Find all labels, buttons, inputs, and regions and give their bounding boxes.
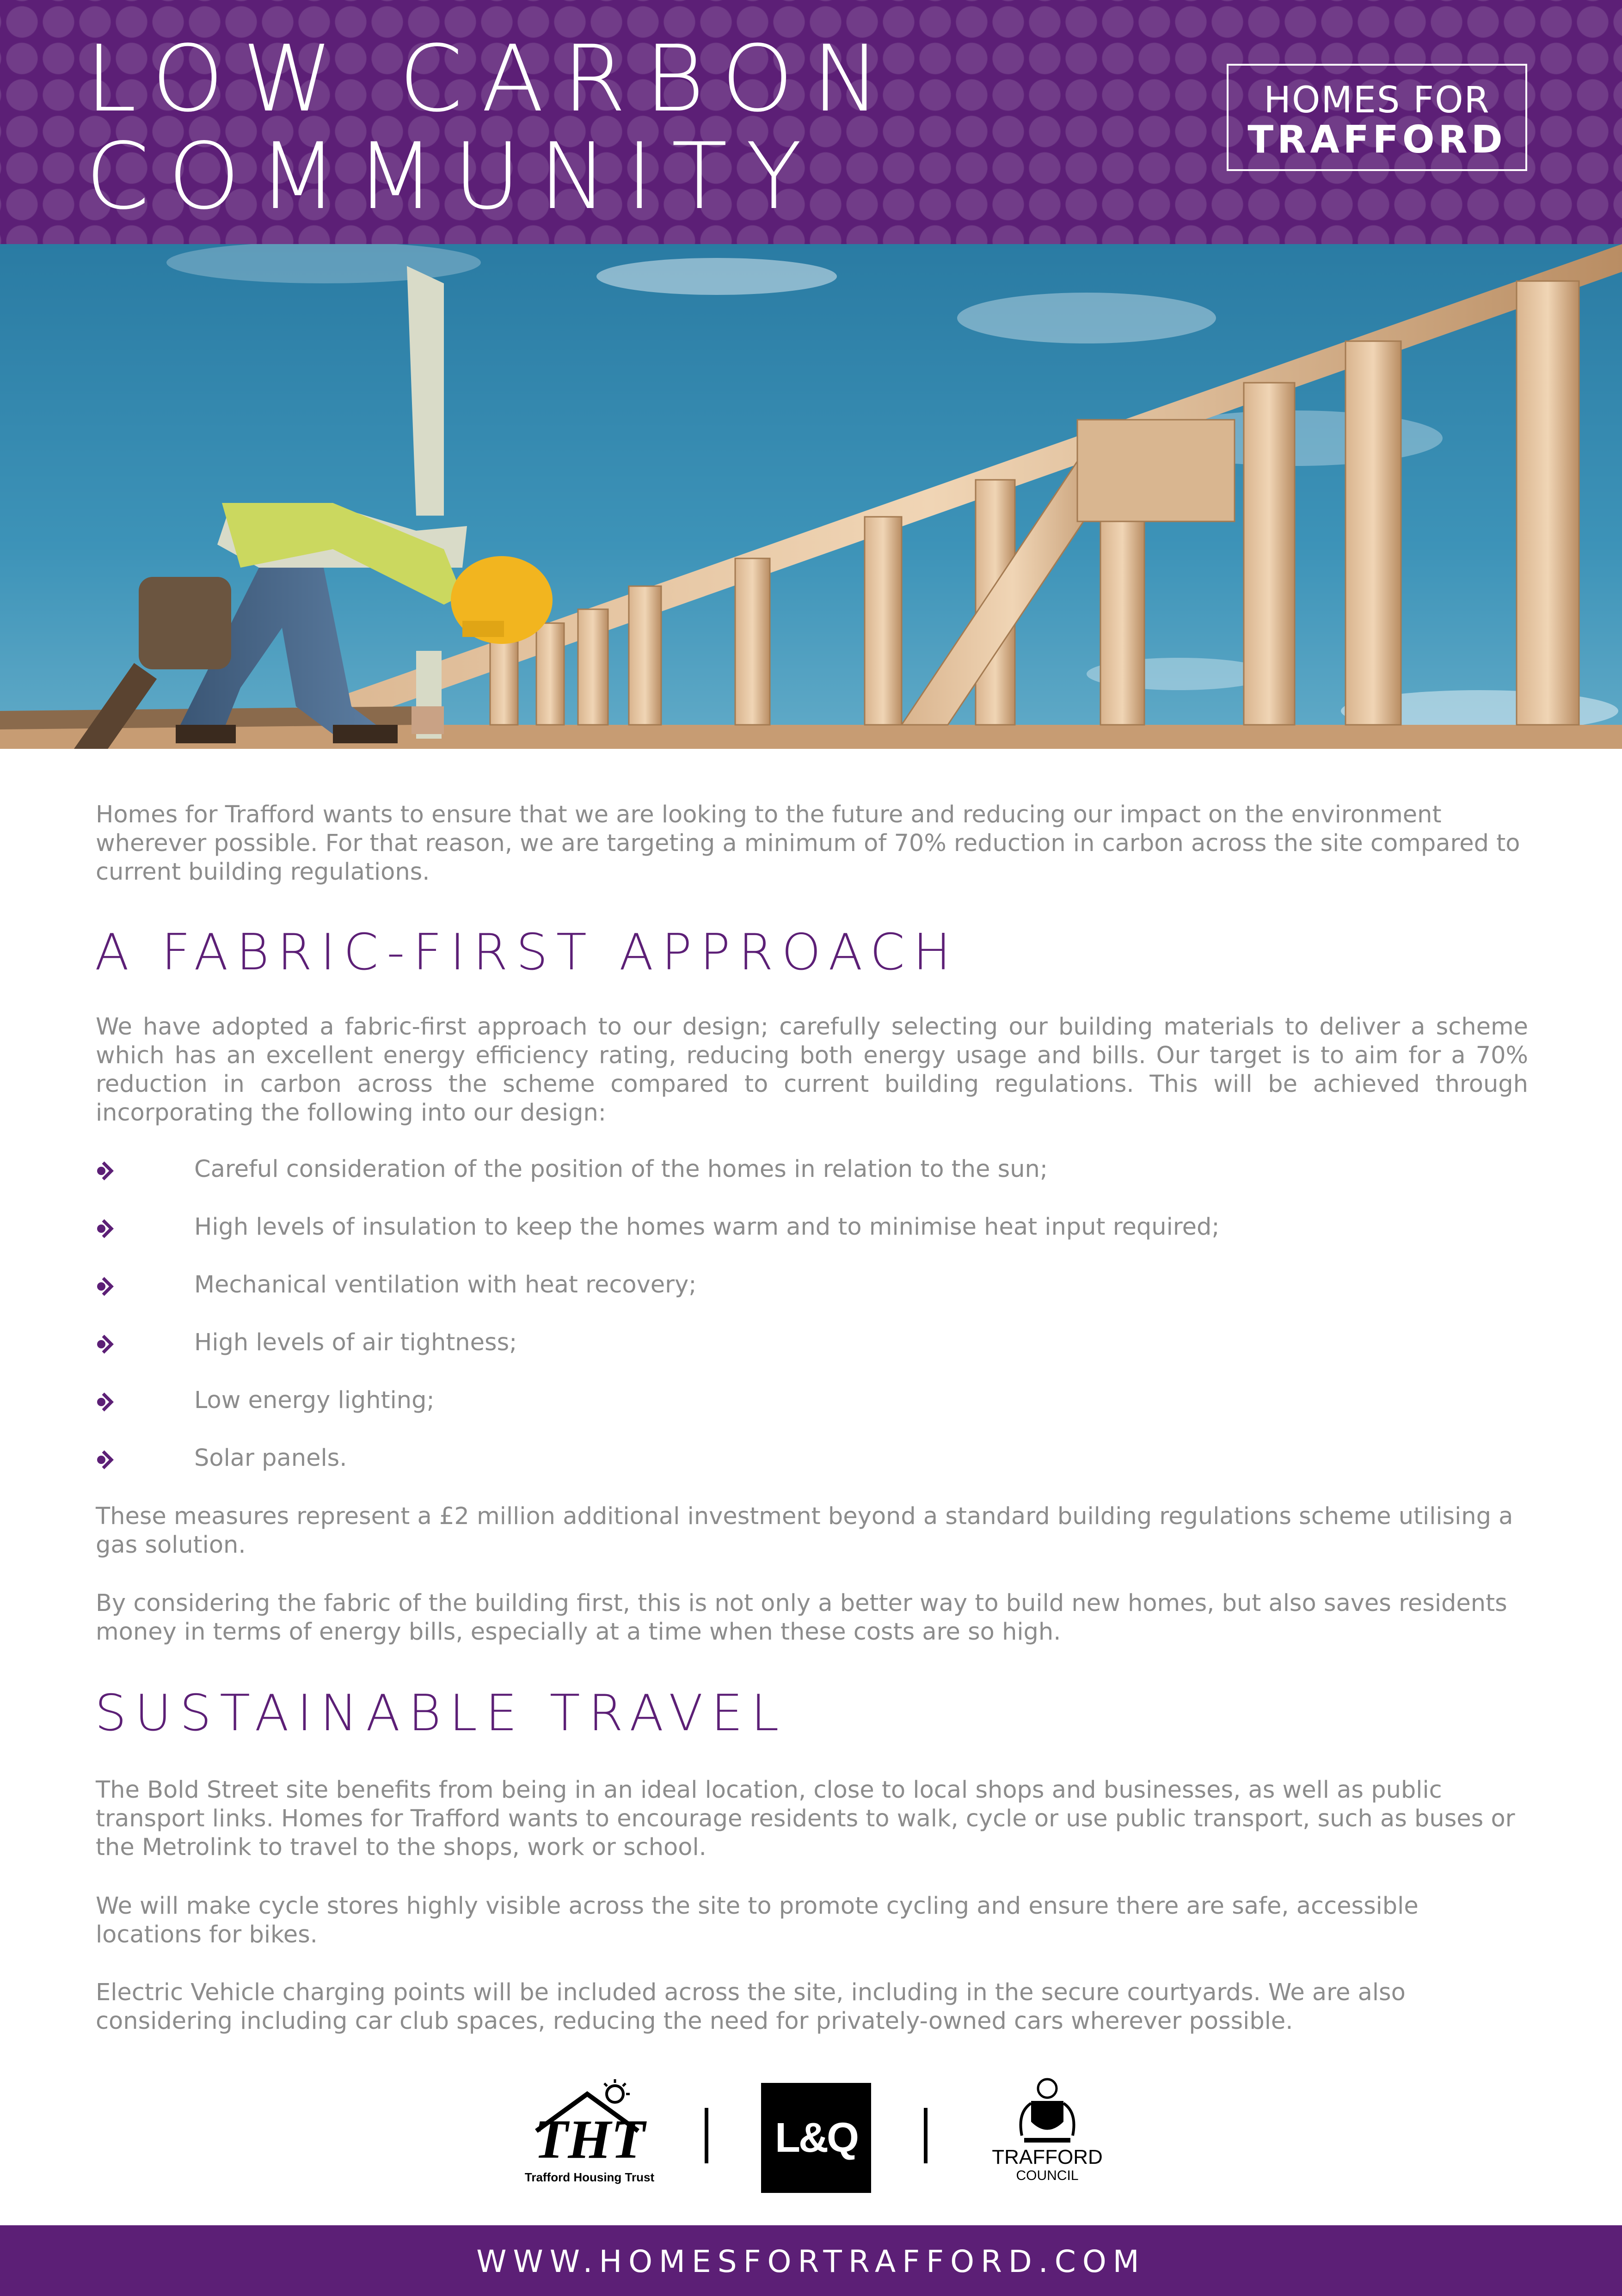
- list-item: [95, 1386, 1436, 1419]
- trafford-council-logo: [980, 2076, 1114, 2196]
- lq-logo: L&Q: [761, 2083, 871, 2193]
- list-item-text: Solar panels.: [194, 1445, 347, 1472]
- tht-caption: Trafford Housing Trust: [524, 2170, 655, 2184]
- brand-line-1: HOMES FOR: [1264, 80, 1490, 121]
- website-link[interactable]: WWW.HOMESFORTRAFFORD.COM: [476, 2244, 1146, 2279]
- list-item-text: Careful consideration of the position of the homes in relation to the sun;: [194, 1156, 1048, 1183]
- intro-paragraph: Homes for Trafford wants to ensure that we are looking to the future and reducing our impact on the environment wherever possible. For that reason, we are targeting a minimum of 70% reduction in carbon across the site compared to current building regulations.: [96, 801, 1520, 886]
- list-item: [95, 1444, 1436, 1476]
- svg-text:THT: THT: [534, 2108, 645, 2168]
- house-sun-icon: [522, 2076, 657, 2168]
- arrow-bullet-icon: [95, 1159, 119, 1183]
- list-item: [95, 1155, 1436, 1188]
- hero-photo-construction-worker: [0, 244, 1622, 749]
- homes-for-trafford-logo: [1227, 64, 1527, 171]
- construction-photo-illustration: [0, 244, 1622, 749]
- heading-sustainable-travel: SUSTAINABLE TRAVEL: [95, 1684, 787, 1742]
- list-item-text: High levels of insulation to keep the homes warm and to minimise heat input required;: [194, 1213, 1220, 1241]
- council-name: TRAFFORD: [992, 2146, 1103, 2168]
- header-banner: [0, 0, 1622, 244]
- arrow-bullet-icon: [95, 1390, 119, 1414]
- partner-logos: [0, 2076, 1622, 2196]
- arrow-bullet-icon: [95, 1332, 119, 1356]
- arrow-bullet-icon: [95, 1274, 119, 1298]
- brand-line-2: TRAFFORD: [1247, 118, 1506, 162]
- logo-divider: [924, 2108, 928, 2163]
- arrow-bullet-icon: [95, 1217, 119, 1241]
- heading-fabric-first: A FABRIC-FIRST APPROACH: [95, 924, 959, 981]
- list-item: [95, 1329, 1436, 1361]
- trafford-housing-trust-logo: [522, 2076, 657, 2196]
- logo-divider: [705, 2108, 708, 2163]
- list-item-text: Mechanical ventilation with heat recovery;: [194, 1271, 697, 1298]
- coat-of-arms-icon: [980, 2076, 1114, 2145]
- page-title-line-2: COMMUNITY: [86, 123, 821, 230]
- travel-paragraph-ev: Electric Vehicle charging points will be included across the site, including in the secure courtyards. We are also considering including car club spaces, reducing the need for privately-owned cars wherever possible.: [96, 1979, 1406, 2035]
- list-item-text: High levels of air tightness;: [194, 1329, 517, 1356]
- investment-paragraph: These measures represent a £2 million additional investment beyond a standard building regulations scheme utilising a gas solution.: [96, 1503, 1513, 1559]
- list-item-text: Low energy lighting;: [194, 1387, 435, 1414]
- list-item: [95, 1271, 1436, 1303]
- arrow-bullet-icon: [95, 1448, 119, 1472]
- footer: [0, 2225, 1622, 2296]
- page-title-line-1: LOW CARBON: [86, 25, 899, 132]
- fabric-first-paragraph: We have adopted a fabric-first approach to our design; carefully selecting our building materials to deliver a scheme which has an excellent energy efficiency rating, reducing both energy usage and bills. Our target is to aim for a 70% reduction in carbon across the scheme compared to current building regulations. This will be achieved through incorporating the following into our design:: [96, 1013, 1528, 1127]
- council-label: COUNCIL: [1016, 2168, 1079, 2183]
- travel-paragraph-cycle: We will make cycle stores highly visible across the site to promote cycling and ensure there are safe, accessible locations for bikes.: [96, 1892, 1419, 1948]
- travel-paragraph-location: The Bold Street site benefits from being in an ideal location, close to local shops and businesses, as well as public transport links. Homes for Trafford wants to encourage residents to walk, cycle or use public transport, such as buses or the Metrolink to travel to the shops, work or school.: [96, 1776, 1515, 1861]
- list-item: [95, 1213, 1436, 1245]
- fabric-benefit-paragraph: By considering the fabric of the building first, this is not only a better way to build new homes, but also saves residents money in terms of energy bills, especially at a time when these costs are so high.: [96, 1590, 1507, 1646]
